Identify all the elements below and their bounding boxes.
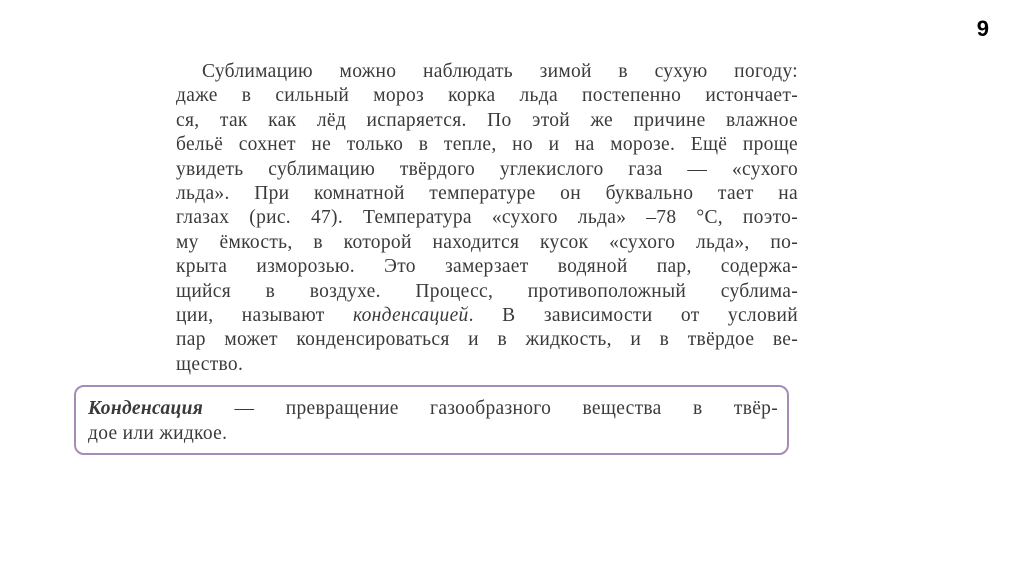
paragraph-line: увидеть сублимацию твёрдого углекислого газа — «сухого (176, 158, 798, 180)
paragraph-line: льда». При комнатной температуре он буквально тает на (176, 182, 798, 204)
definition-line: дое или жидкое. (88, 423, 228, 444)
line-text: ции, называют (176, 304, 353, 326)
definition-body: — превращение газообразного вещества в твёр- (203, 398, 778, 419)
paragraph-line: щийся в воздухе. Процесс, противоположный сублима- (176, 280, 798, 302)
paragraph-line: Сублимацию можно наблюдать зимой в сухую погоду: (202, 61, 798, 82)
body-paragraph (176, 60, 798, 377)
line-text: . В зависимости от условий (468, 304, 798, 326)
textbook-scan (70, 24, 800, 464)
paragraph-line: ся, так как лёд испаряется. По этой же причине влажное (176, 109, 798, 131)
paragraph-line (176, 304, 798, 328)
definition-text (88, 396, 778, 446)
paragraph-line: щество. (176, 353, 244, 375)
slide-number: 9 (976, 16, 989, 41)
paragraph-line: му ёмкость, в которой находится кусок «сухого льда», по- (176, 231, 798, 253)
definition-box (74, 385, 789, 455)
paragraph-line: бельё сохнет не только в тепле, но и на морозе. Ещё проще (176, 134, 798, 156)
paragraph-line: пар может конденсироваться и в жидкость, и в твёрдое ве- (176, 329, 798, 351)
paragraph-line: глазах (рис. 47). Температура «сухого льда» –78 °С, поэто- (176, 207, 798, 229)
paragraph-line: даже в сильный мороз корка льда постепенно истончает- (176, 85, 798, 107)
paragraph-line: крыта изморозью. Это замерзает водяной пар, содержа- (176, 256, 798, 278)
italic-term: конденсацией (352, 304, 469, 326)
definition-term: Конденсация (88, 398, 204, 419)
definition-line (88, 396, 778, 421)
